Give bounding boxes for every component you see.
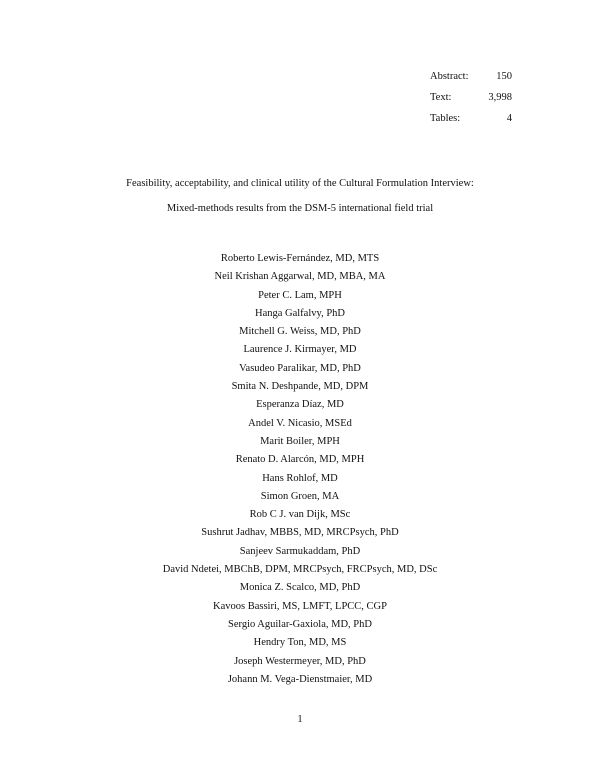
paper-title — [0, 177, 600, 227]
word-count-block — [430, 70, 512, 133]
author-name: Laurence J. Kirmayer, MD — [243, 344, 357, 356]
author-name: Marit Boiler, MPH — [260, 435, 340, 447]
author-name: Simon Groen, MA — [260, 490, 340, 502]
author-list — [0, 252, 600, 691]
author-name: Kavoos Bassiri, MS, LMFT, LPCC, CGP — [213, 600, 387, 612]
author-name: Sushrut Jadhav, MBBS, MD, MRCPsych, PhD — [201, 527, 399, 539]
author-name: Mitchell G. Weiss, MD, PhD — [239, 326, 361, 338]
count-label: Text: — [430, 92, 452, 103]
author-name: Monica Z. Scalco, MD, PhD — [239, 582, 361, 594]
author-name: Smita N. Deshpande, MD, DPM — [231, 381, 369, 393]
title-line-1: Feasibility, acceptability, and clinical utility of the Cultural Formulation Interview: — [126, 178, 474, 189]
title-line-2: Mixed-methods results from the DSM-5 international field trial — [166, 203, 434, 214]
author-name: Hanga Galfalvy, PhD — [254, 307, 345, 319]
author-name: Renato D. Alarcón, MD, MPH — [235, 454, 365, 466]
author-name: Johann M. Vega-Dienstmaier, MD — [227, 673, 373, 685]
author-name: Rob C J. van Dijk, MSc — [249, 509, 351, 521]
author-name: Andel V. Nicasio, MSEd — [248, 417, 352, 429]
count-row-abstract — [430, 70, 512, 91]
count-label: Tables: — [430, 113, 461, 124]
page-number: 1 — [297, 714, 303, 725]
author-name: Hans Rohlof, MD — [262, 472, 338, 484]
count-row-text — [430, 91, 512, 112]
count-value: 150 — [496, 71, 512, 82]
author-name: Roberto Lewis-Fernández, MD, MTS — [220, 253, 380, 264]
author-name: Joseph Westermeyer, MD, PhD — [234, 655, 366, 667]
author-name: Sanjeev Sarmukaddam, PhD — [239, 545, 361, 557]
author-name: David Ndetei, MBChB, DPM, MRCPsych, FRCPsych, MD, DSc — [162, 564, 438, 576]
author-name: Neil Krishan Aggarwal, MD, MBA, MA — [214, 271, 386, 283]
author-name: Esperanza Díaz, MD — [256, 399, 344, 411]
author-name: Vasudeo Paralikar, MD, PhD — [239, 362, 361, 374]
author-name: Peter C. Lam, MPH — [258, 289, 342, 301]
count-value: 3,998 — [488, 92, 512, 103]
author-name: Hendry Ton, MD, MS — [253, 637, 347, 649]
author-name: Sergio Aguilar-Gaxiola, MD, PhD — [228, 618, 372, 630]
count-label: Abstract: — [430, 71, 469, 82]
count-row-tables — [430, 112, 512, 133]
count-value: 4 — [506, 113, 512, 124]
